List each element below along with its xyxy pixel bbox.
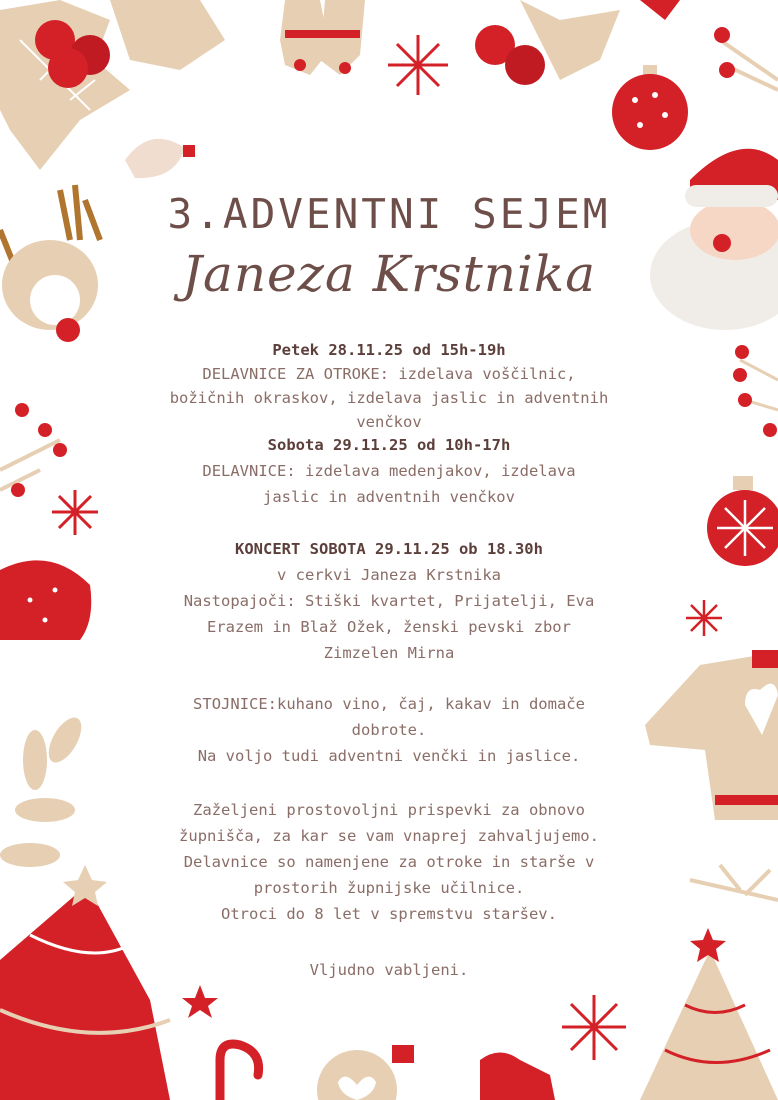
concert-line: Nastopajoči: Stiški kvartet, Prijatelji, Eva (183, 592, 595, 610)
event-subtitle: Janeza Krstnika (182, 245, 596, 303)
concert-line: Erazem in Blaž Ožek, ženski pevski zbor (207, 618, 571, 636)
notes-line: Otroci do 8 let v spremstvu staršev. (221, 905, 557, 923)
friday-heading: Petek 28.11.25 od 15h-19h (272, 341, 506, 359)
saturday-line: DELAVNICE: izdelava medenjakov, izdelava (202, 462, 576, 480)
saturday-heading: Sobota 29.11.25 od 10h-17h (267, 436, 511, 454)
notes-line: Zaželjeni prostovoljni prispevki za obnovo (193, 801, 585, 819)
friday-line: DELAVNICE ZA OTROKE: izdelava voščilnic, (202, 365, 576, 383)
stalls-line: Na voljo tudi adventni venčki in jaslice. (197, 747, 581, 765)
notes-line: prostorih župnijske učilnice. (253, 879, 525, 897)
concert-heading: KONCERT SOBOTA 29.11.25 ob 18.30h (235, 540, 543, 558)
notes-line: župnišča, za kar se vam vnaprej zahvaljujemo. (179, 827, 599, 845)
concert-line: Zimzelen Mirna (323, 644, 455, 662)
closing-text: Vljudno vabljeni. (309, 961, 469, 979)
event-title: 3.ADVENTNI SEJEM (167, 190, 611, 238)
stalls-line: dobrote. (351, 721, 427, 739)
friday-line: venčkov (356, 413, 422, 431)
notes-line: Delavnice so namenjene za otroke in starše v (183, 853, 595, 871)
friday-line: božičnih okraskov, izdelava jaslic in adventnih (169, 389, 609, 407)
concert-line: v cerkvi Janeza Krstnika (277, 566, 501, 584)
saturday-line: jaslic in adventnih venčkov (263, 488, 515, 506)
stalls-line: STOJNICE:kuhano vino, čaj, kakav in domače (193, 695, 585, 713)
